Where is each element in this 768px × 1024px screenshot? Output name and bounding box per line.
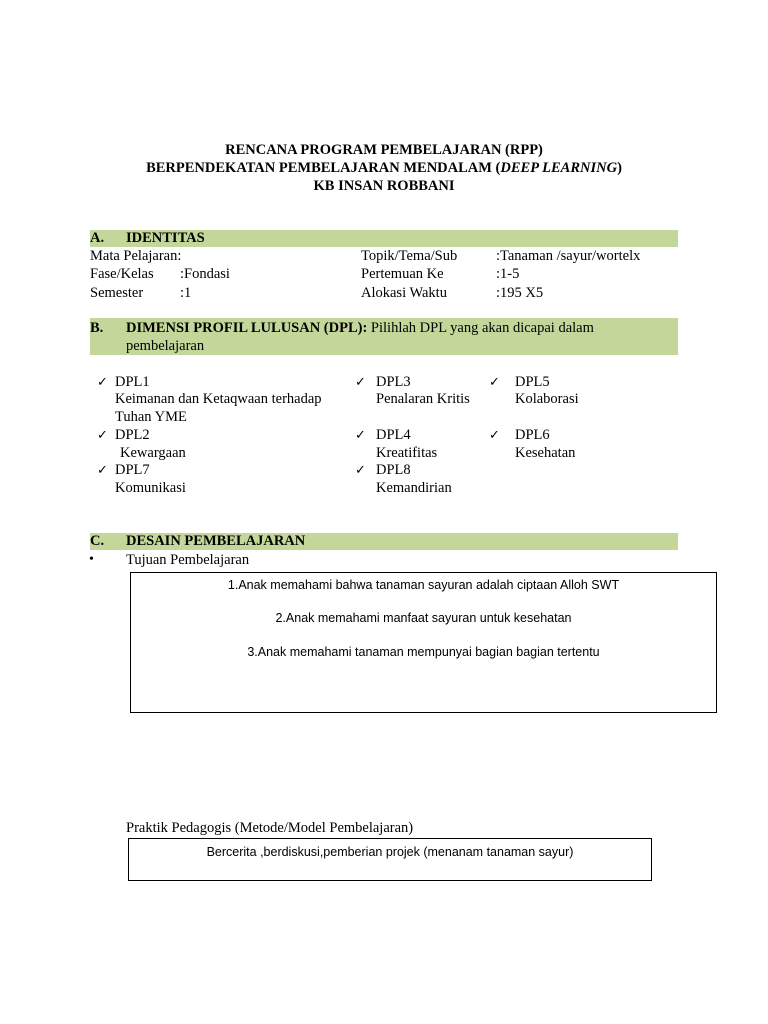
dpl8-desc: Kemandirian [376, 480, 452, 496]
praktik-box [128, 838, 652, 881]
tujuan-bullet-icon: • [89, 552, 94, 567]
section-a-letter: A. [90, 230, 105, 246]
dpl4-code: DPL4 [376, 427, 411, 443]
dpl8-check-icon: ✓ [355, 462, 366, 477]
dpl5-check-icon: ✓ [489, 374, 500, 389]
doc-title-line3: KB INSAN ROBBANI [313, 178, 455, 194]
dpl6-check-icon: ✓ [489, 427, 500, 442]
section-b-title-normal: Pilihlah DPL yang akan dicapai dalam [367, 320, 594, 336]
section-a-title: IDENTITAS [126, 230, 205, 246]
praktik-value: Bercerita ,berdiskusi,pemberian projek (menanam tanaman sayur) [206, 845, 574, 859]
doc-title-line2-italic: DEEP LEARNING [500, 160, 618, 176]
dpl1-desc-line2: Tuhan YME [115, 409, 187, 425]
dpl2-desc: Kewargaan [120, 445, 186, 461]
tujuan-item-3: 3.Anak memahami tanaman mempunyai bagian bagian tertentu [247, 645, 600, 659]
alokasi-value: :195 X5 [496, 285, 544, 301]
tujuan-label: Tujuan Pembelajaran [126, 552, 250, 568]
praktik-label: Praktik Pedagogis (Metode/Model Pembelajaran) [126, 820, 414, 836]
dpl1-desc-line1: Keimanan dan Ketaqwaan terhadap [115, 391, 322, 407]
doc-title-line2-prefix: BERPENDEKATAN PEMBELAJARAN MENDALAM ( [146, 160, 501, 176]
tujuan-item-2: 2.Anak memahami manfaat sayuran untuk kesehatan [275, 611, 572, 625]
section-b-title-bold: DIMENSI PROFIL LULUSAN (DPL): [126, 320, 368, 336]
pertemuan-label: Pertemuan Ke [361, 266, 444, 282]
fase-kelas-label: Fase/Kelas [90, 266, 154, 282]
dpl7-check-icon: ✓ [97, 462, 108, 477]
fase-kelas-value: :Fondasi [180, 266, 230, 282]
dpl4-desc: Kreatifitas [376, 445, 438, 461]
pertemuan-value: :1-5 [496, 266, 520, 282]
tujuan-item-1: 1.Anak memahami bahwa tanaman sayuran adalah ciptaan Alloh SWT [227, 578, 620, 592]
dpl3-check-icon: ✓ [355, 374, 366, 389]
topik-label: Topik/Tema/Sub [361, 248, 458, 264]
dpl6-code: DPL6 [515, 427, 550, 443]
semester-label: Semester [90, 285, 144, 301]
dpl1-code: DPL1 [115, 374, 150, 390]
dpl4-check-icon: ✓ [355, 427, 366, 442]
dpl8-code: DPL8 [376, 462, 411, 478]
section-c-title: DESAIN PEMBELAJARAN [126, 533, 306, 549]
section-b-letter: B. [90, 320, 104, 336]
section-b-title [126, 320, 594, 337]
topik-value: :Tanaman /sayur/wortelx [496, 248, 641, 264]
dpl3-desc: Penalaran Kritis [376, 391, 470, 407]
dpl6-desc: Kesehatan [515, 445, 576, 461]
dpl2-check-icon: ✓ [97, 427, 108, 442]
semester-value: :1 [180, 285, 192, 301]
mata-pelajaran-label: Mata Pelajaran: [90, 248, 182, 264]
dpl7-desc: Komunikasi [115, 480, 186, 496]
doc-title-line1: RENCANA PROGRAM PEMBELAJARAN (RPP) [225, 142, 543, 158]
alokasi-label: Alokasi Waktu [361, 285, 447, 301]
dpl7-code: DPL7 [115, 462, 150, 478]
doc-title-line2-suffix: ) [617, 160, 622, 176]
dpl2-code: DPL2 [115, 427, 150, 443]
dpl3-code: DPL3 [376, 374, 411, 390]
dpl5-code: DPL5 [515, 374, 550, 390]
doc-title-line2 [0, 160, 768, 177]
tujuan-box [130, 572, 717, 713]
dpl5-desc: Kolaborasi [515, 391, 579, 407]
dpl1-check-icon: ✓ [97, 374, 108, 389]
section-b-title-line2: pembelajaran [126, 338, 205, 354]
section-c-letter: C. [90, 533, 105, 549]
